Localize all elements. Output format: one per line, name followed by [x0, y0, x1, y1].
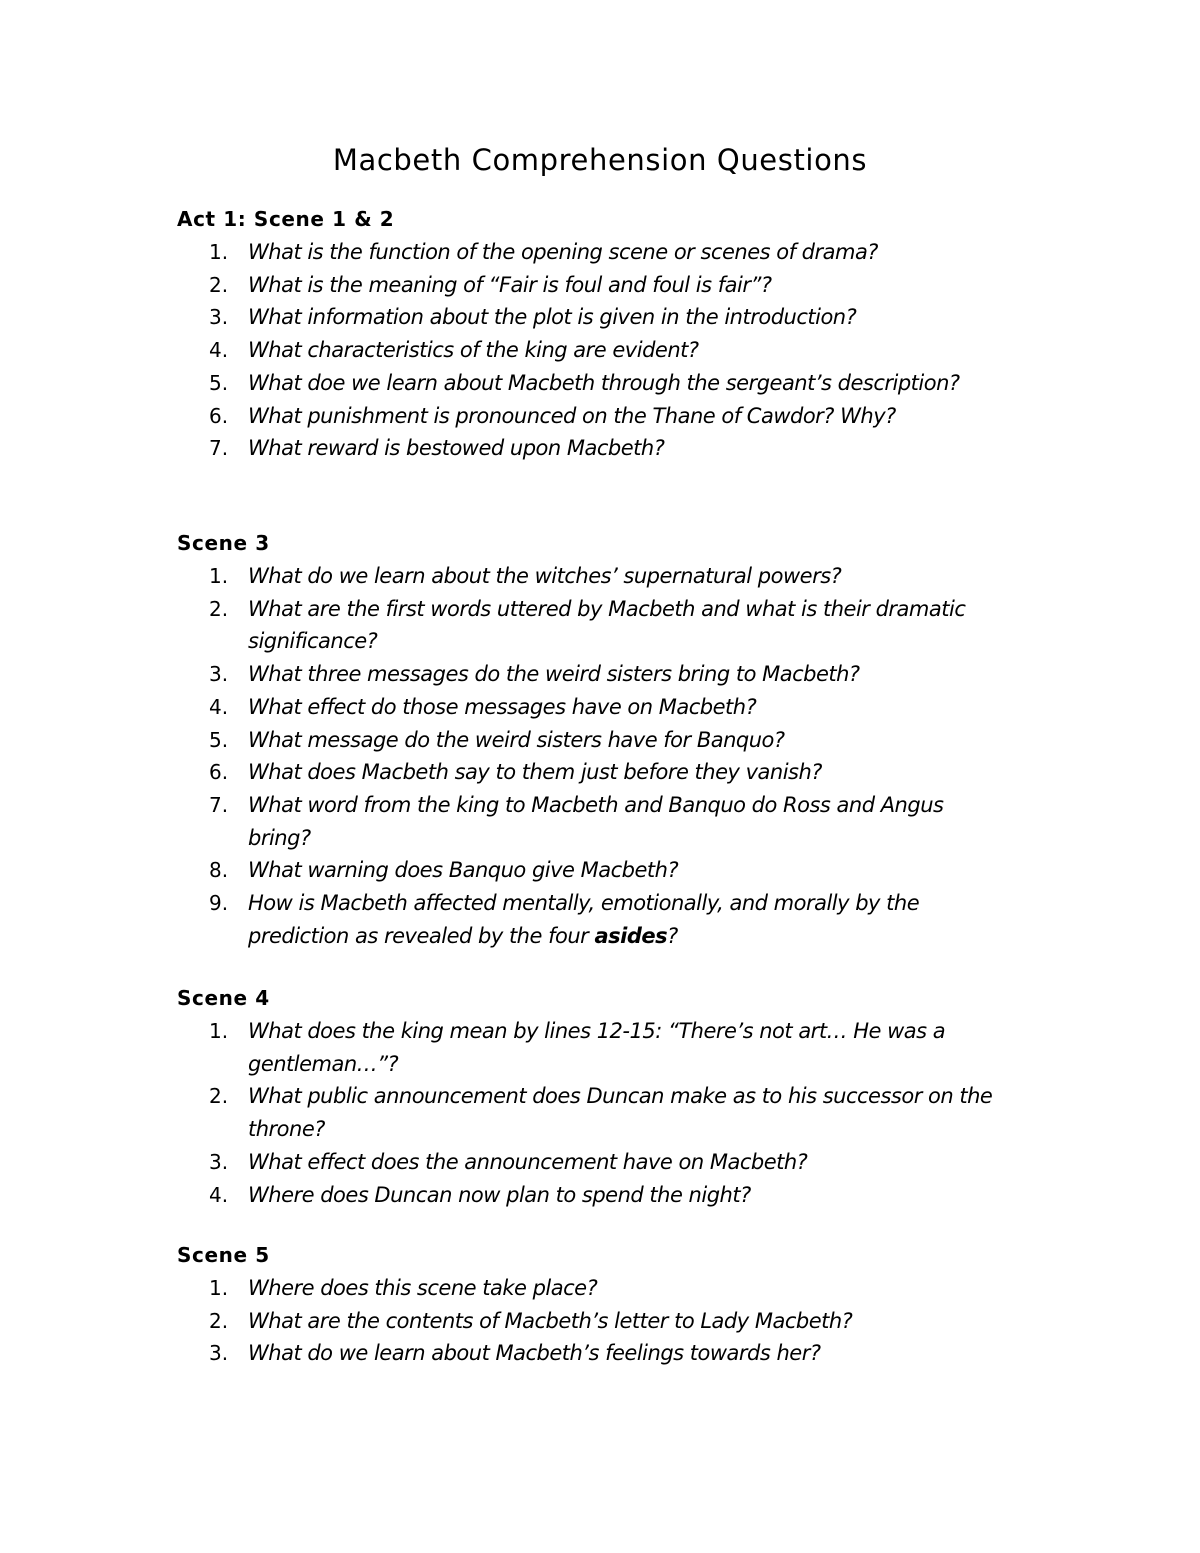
section-heading: Scene 5 [177, 1243, 270, 1267]
question-text: What word from the king to Macbeth and Banquo do Ross and Angus bring? [248, 792, 944, 850]
question-number: 3. [209, 1149, 229, 1174]
section-heading: Act 1: Scene 1 & 2 [177, 207, 395, 231]
question-text: What public announcement does Duncan make as to his successor on the throne? [248, 1084, 993, 1142]
section-scene-3 [177, 527, 1037, 952]
section-scene-5 [177, 1239, 1037, 1370]
question-text: What do we learn about Macbeth’s feelings towards her? [248, 1341, 821, 1366]
question-number: 5. [209, 370, 229, 395]
question-item [177, 756, 1008, 789]
question-text: What doe we learn about Macbeth through the sergeant’s description? [248, 370, 960, 395]
question-text: What reward is bestowed upon Macbeth? [248, 436, 665, 461]
question-text: What message do the weird sisters have for Banquo? [248, 727, 785, 752]
question-text: What do we learn about the witches’ supernatural powers? [248, 564, 842, 588]
question-text: What are the first words uttered by Macbeth and what is their dramatic significance? [248, 596, 966, 654]
question-number: 1. [209, 564, 229, 588]
question-item [177, 334, 1008, 367]
question-text: What three messages do the weird sisters bring to Macbeth? [248, 662, 860, 687]
question-number: 3. [209, 1341, 229, 1366]
question-text: What does the king mean by lines 12-15: “There’s not art… He was a gentleman…”? [248, 1019, 946, 1076]
question-list [177, 1015, 1037, 1211]
question-item [177, 789, 1008, 854]
question-text: Where does Duncan now plan to spend the night? [248, 1182, 751, 1207]
question-number: 2. [209, 1084, 229, 1109]
question-item [177, 1080, 1008, 1145]
question-list [177, 560, 1037, 952]
question-number: 6. [209, 403, 229, 428]
question-text [248, 891, 919, 948]
question-text: What is the meaning of “Fair is foul and foul is fair”? [248, 272, 772, 297]
question-number: 1. [209, 1276, 229, 1300]
section-act1-scene1-2 [177, 203, 1037, 465]
question-number: 4. [209, 694, 229, 719]
question-text: What effect do those messages have on Macbeth? [248, 694, 757, 719]
page-title: Macbeth Comprehension Questions [332, 143, 868, 177]
question-text: What characteristics of the king are evident? [248, 338, 699, 363]
question-text-main: How is Macbeth affected mentally, emotionally, and morally by the prediction as revealed by the four [248, 891, 920, 948]
question-text-end: ? [667, 923, 678, 948]
question-number: 2. [209, 1308, 229, 1333]
section-scene-4 [177, 982, 1037, 1211]
question-text: What is the function of the opening scene or scenes of drama? [248, 240, 878, 264]
question-number: 7. [209, 436, 229, 461]
question-item [177, 301, 1008, 334]
question-number: 2. [209, 596, 229, 621]
question-text: What punishment is pronounced on the Thane of Cawdor? Why? [248, 403, 896, 428]
question-item [177, 1305, 1008, 1338]
question-item [177, 887, 1008, 952]
question-number: 6. [209, 760, 229, 785]
question-item [177, 400, 1008, 433]
question-number: 1. [209, 1019, 229, 1043]
question-item [177, 1179, 1008, 1212]
question-list [177, 236, 1037, 465]
question-list [177, 1272, 1037, 1370]
question-number: 4. [209, 1182, 229, 1207]
question-text: What information about the plot is given in the introduction? [248, 305, 857, 330]
question-number: 4. [209, 338, 229, 363]
question-item [177, 269, 1008, 302]
question-number: 7. [209, 792, 229, 817]
question-item [177, 724, 1008, 757]
question-text: What does Macbeth say to them just before they vanish? [248, 760, 822, 785]
question-item [177, 854, 1008, 887]
question-number: 3. [209, 305, 229, 330]
question-item [177, 1015, 1008, 1080]
question-number: 8. [209, 858, 229, 883]
question-item [177, 658, 1008, 691]
question-item [177, 1337, 1008, 1370]
question-item [177, 432, 1008, 465]
question-item [177, 1272, 1008, 1305]
emphasized-term: asides [594, 923, 668, 948]
question-item [177, 560, 1008, 593]
question-number: 5. [209, 727, 229, 752]
question-item [177, 593, 1008, 658]
question-item [177, 236, 1008, 269]
question-number: 9. [209, 891, 229, 916]
question-item [177, 367, 1008, 400]
question-number: 1. [209, 240, 229, 264]
question-text: What warning does Banquo give Macbeth? [248, 858, 679, 883]
question-number: 2. [209, 272, 229, 297]
question-text: What effect does the announcement have on Macbeth? [248, 1149, 808, 1174]
question-text: Where does this scene take place? [248, 1276, 598, 1300]
question-text: What are the contents of Macbeth’s letter to Lady Macbeth? [248, 1308, 853, 1333]
question-item [177, 1146, 1008, 1179]
question-number: 3. [209, 662, 229, 687]
section-heading: Scene 3 [177, 531, 270, 555]
section-heading: Scene 4 [177, 986, 270, 1010]
question-item [177, 691, 1008, 724]
